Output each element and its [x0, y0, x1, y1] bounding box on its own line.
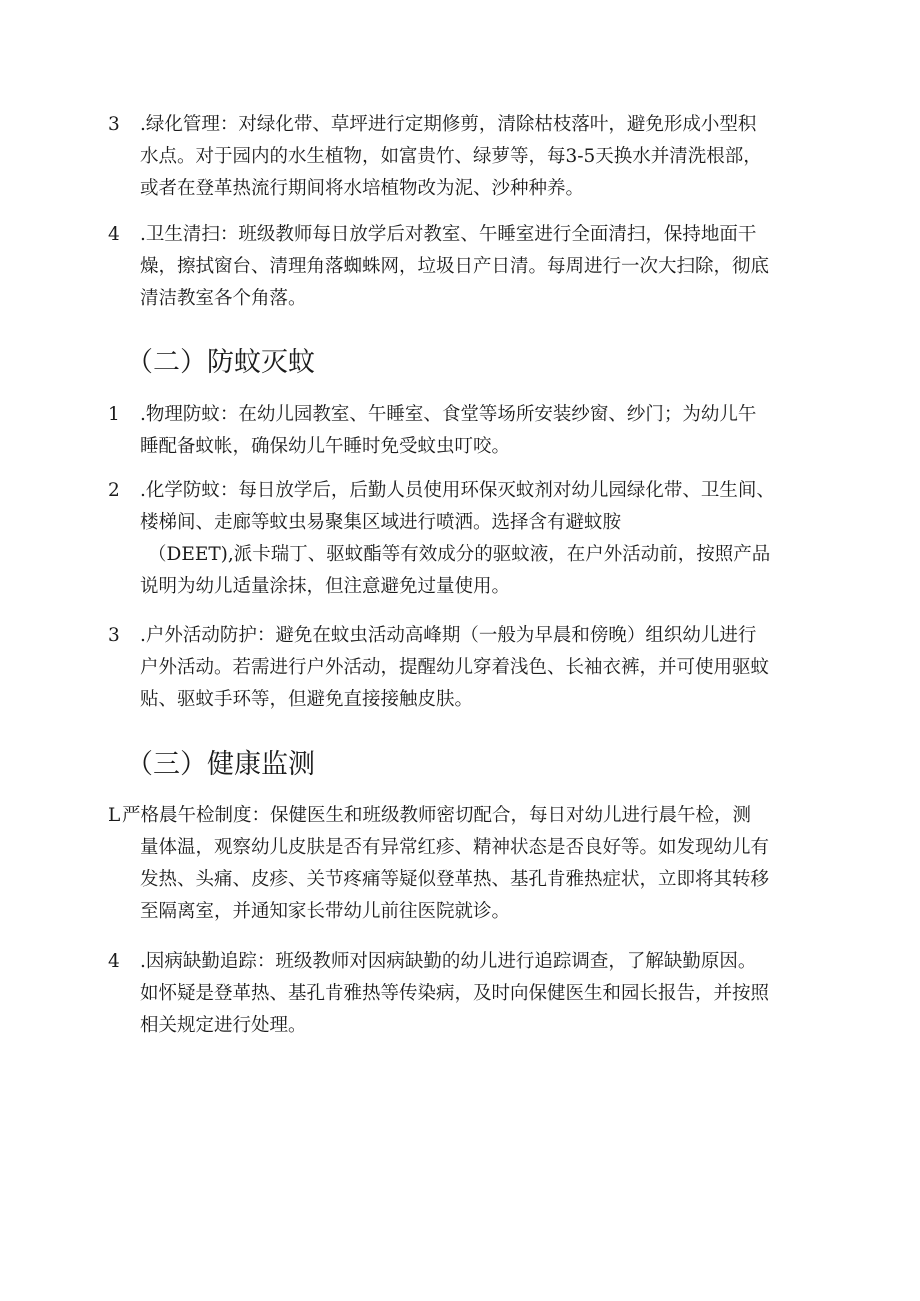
paragraph-line: 至隔离室，并通知家长带幼儿前往医院就诊。: [140, 901, 511, 922]
paragraph-line: 量体温，观察幼儿皮肤是否有异常红疹、精神状态是否良好等。如发现幼儿有: [140, 837, 770, 858]
paragraph-line: 发热、头痛、皮疹、关节疼痛等疑似登革热、基孔肯雅热症状，立即将其转移: [140, 869, 770, 890]
paragraph-line: 严格晨午检制度：保健医生和班级教师密切配合，每日对幼儿进行晨午检，测: [122, 805, 752, 826]
paragraph-line: .绿化管理：对绿化带、草坪进行定期修剪，清除枯枝落叶，避免形成小型积: [140, 114, 757, 135]
list-item-absence-tracking: [108, 946, 820, 1042]
paragraph-line: .户外活动防护：避免在蚊虫活动高峰期（一般为早晨和傍晚）组织幼儿进行: [140, 625, 757, 646]
section-heading-mosquito-control: （二）防蚊灭蚊: [126, 347, 315, 378]
item-number: 4: [108, 224, 120, 245]
paragraph-line: 清洁教室各个角落。: [140, 288, 307, 309]
paragraph-line: 楼梯间、走廊等蚊虫易聚集区域进行喷洒。选择含有避蚊胺: [140, 512, 622, 533]
paragraph-line: .物理防蚊：在幼儿园教室、午睡室、食堂等场所安装纱窗、纱门；为幼儿午: [140, 404, 757, 425]
paragraph-line: .化学防蚊：每日放学后，后勤人员使用环保灭蚊剂对幼儿园绿化带、卫生间、: [140, 480, 775, 501]
list-item-chemical-protection: [108, 475, 820, 603]
paragraph-line: 相关规定进行处理。: [140, 1015, 307, 1036]
list-item-outdoor-protection: [108, 620, 820, 716]
list-item-greenery: [108, 109, 820, 205]
item-number: L: [108, 805, 121, 826]
list-item-cleaning: [108, 219, 820, 315]
paragraph-line: 说明为幼儿适量涂抹，但注意避免过量使用。: [140, 576, 511, 597]
item-number: 1: [108, 404, 120, 425]
paragraph-line: .卫生清扫：班级教师每日放学后对教室、午睡室进行全面清扫，保持地面干: [140, 224, 757, 245]
list-item-physical-protection: [108, 399, 820, 463]
item-number: 3: [108, 625, 120, 646]
paragraph-line: 如怀疑是登革热、基孔肯雅热等传染病，及时向保健医生和园长报告，并按照: [140, 983, 770, 1004]
paragraph-line: .因病缺勤追踪：班级教师对因病缺勤的幼儿进行追踪调查，了解缺勤原因。: [140, 951, 757, 972]
paragraph-line: 睡配备蚊帐，确保幼儿午睡时免受蚊虫叮咬。: [140, 436, 511, 457]
item-number: 4: [108, 951, 120, 972]
section-heading-health-monitoring: （三）健康监测: [126, 749, 315, 780]
item-number: 3: [108, 114, 120, 135]
paragraph-line: 户外活动。若需进行户外活动，提醒幼儿穿着浅色、长袖衣裤，并可使用驱蚊: [140, 657, 770, 678]
paragraph-line: （DEET),派卡瑞丁、驱蚊酯等有效成分的驱蚊液，在户外活动前，按照产品: [148, 544, 771, 565]
paragraph-line: 或者在登革热流行期间将水培植物改为泥、沙种种养。: [140, 178, 585, 199]
item-number: 2: [108, 480, 120, 501]
paragraph-line: 水点。对于园内的水生植物，如富贵竹、绿萝等，每3-5天换水并清洗根部，: [140, 146, 762, 167]
list-item-morning-check: [108, 800, 820, 928]
paragraph-line: 燥，擦拭窗台、清理角落蜘蛛网，垃圾日产日清。每周进行一次大扫除，彻底: [140, 256, 770, 277]
paragraph-line: 贴、驱蚊手环等，但避免直接接触皮肤。: [140, 689, 474, 710]
